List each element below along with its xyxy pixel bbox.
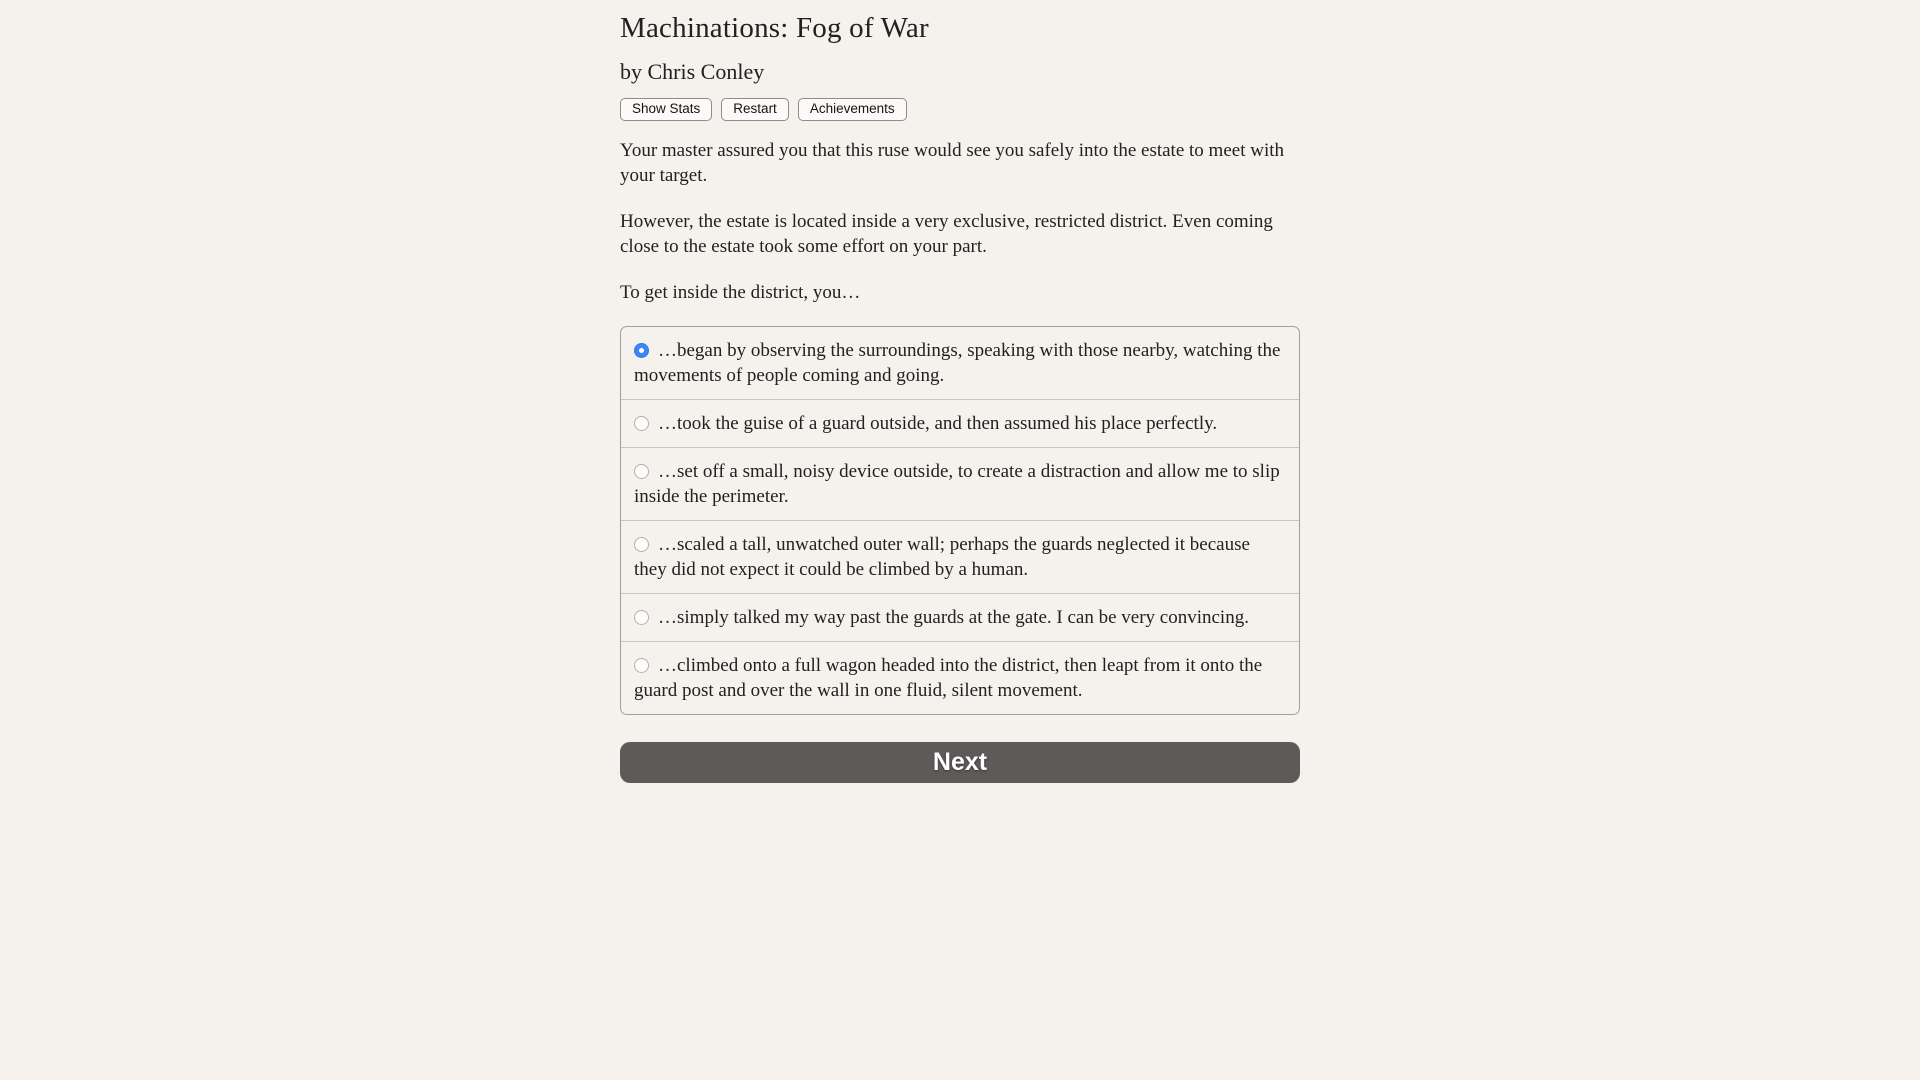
story-paragraph: Your master assured you that this ruse would see you safely into the estate to meet with your target. <box>620 140 1284 186</box>
choice-option[interactable] <box>621 399 1299 447</box>
radio-button[interactable] <box>634 464 649 479</box>
game-author: by Chris Conley <box>620 59 765 84</box>
restart-button[interactable]: Restart <box>721 98 789 121</box>
choice-label: …set off a small, noisy device outside, to create a distraction and allow me to slip inside the perimeter. <box>634 461 1280 507</box>
show-stats-button[interactable]: Show Stats <box>620 98 712 121</box>
choice-option[interactable] <box>621 593 1299 641</box>
choice-label: …simply talked my way past the guards at the gate. I can be very convincing. <box>658 607 1249 628</box>
radio-button[interactable] <box>634 416 649 431</box>
game-title: Machinations: Fog of War <box>620 12 929 44</box>
choice-label: …scaled a tall, unwatched outer wall; perhaps the guards neglected it because they did not expect it could be climbed by a human. <box>634 534 1250 580</box>
game-page <box>620 0 1300 783</box>
choice-option[interactable] <box>621 641 1299 714</box>
choice-label: …climbed onto a full wagon headed into the district, then leapt from it onto the guard post and over the wall in one fluid, silent movement. <box>634 655 1263 701</box>
choice-option[interactable] <box>621 327 1299 399</box>
choice-list <box>620 326 1300 715</box>
choice-label: …began by observing the surroundings, speaking with those nearby, watching the movements of people coming and going. <box>634 340 1281 386</box>
next-button[interactable]: Next <box>620 742 1300 783</box>
choice-option[interactable] <box>621 520 1299 593</box>
choice-label: …took the guise of a guard outside, and then assumed his place perfectly. <box>658 413 1218 434</box>
radio-button[interactable] <box>634 343 649 358</box>
achievements-button[interactable]: Achievements <box>798 98 907 121</box>
radio-button[interactable] <box>634 658 649 673</box>
choice-option[interactable] <box>621 447 1299 520</box>
story-paragraph: However, the estate is located inside a very exclusive, restricted district. Even coming close to the estate took some effort on your part. <box>620 211 1273 257</box>
radio-button[interactable] <box>634 610 649 625</box>
story-prompt: To get inside the district, you… <box>620 282 861 303</box>
toolbar <box>620 98 1300 121</box>
radio-button[interactable] <box>634 537 649 552</box>
